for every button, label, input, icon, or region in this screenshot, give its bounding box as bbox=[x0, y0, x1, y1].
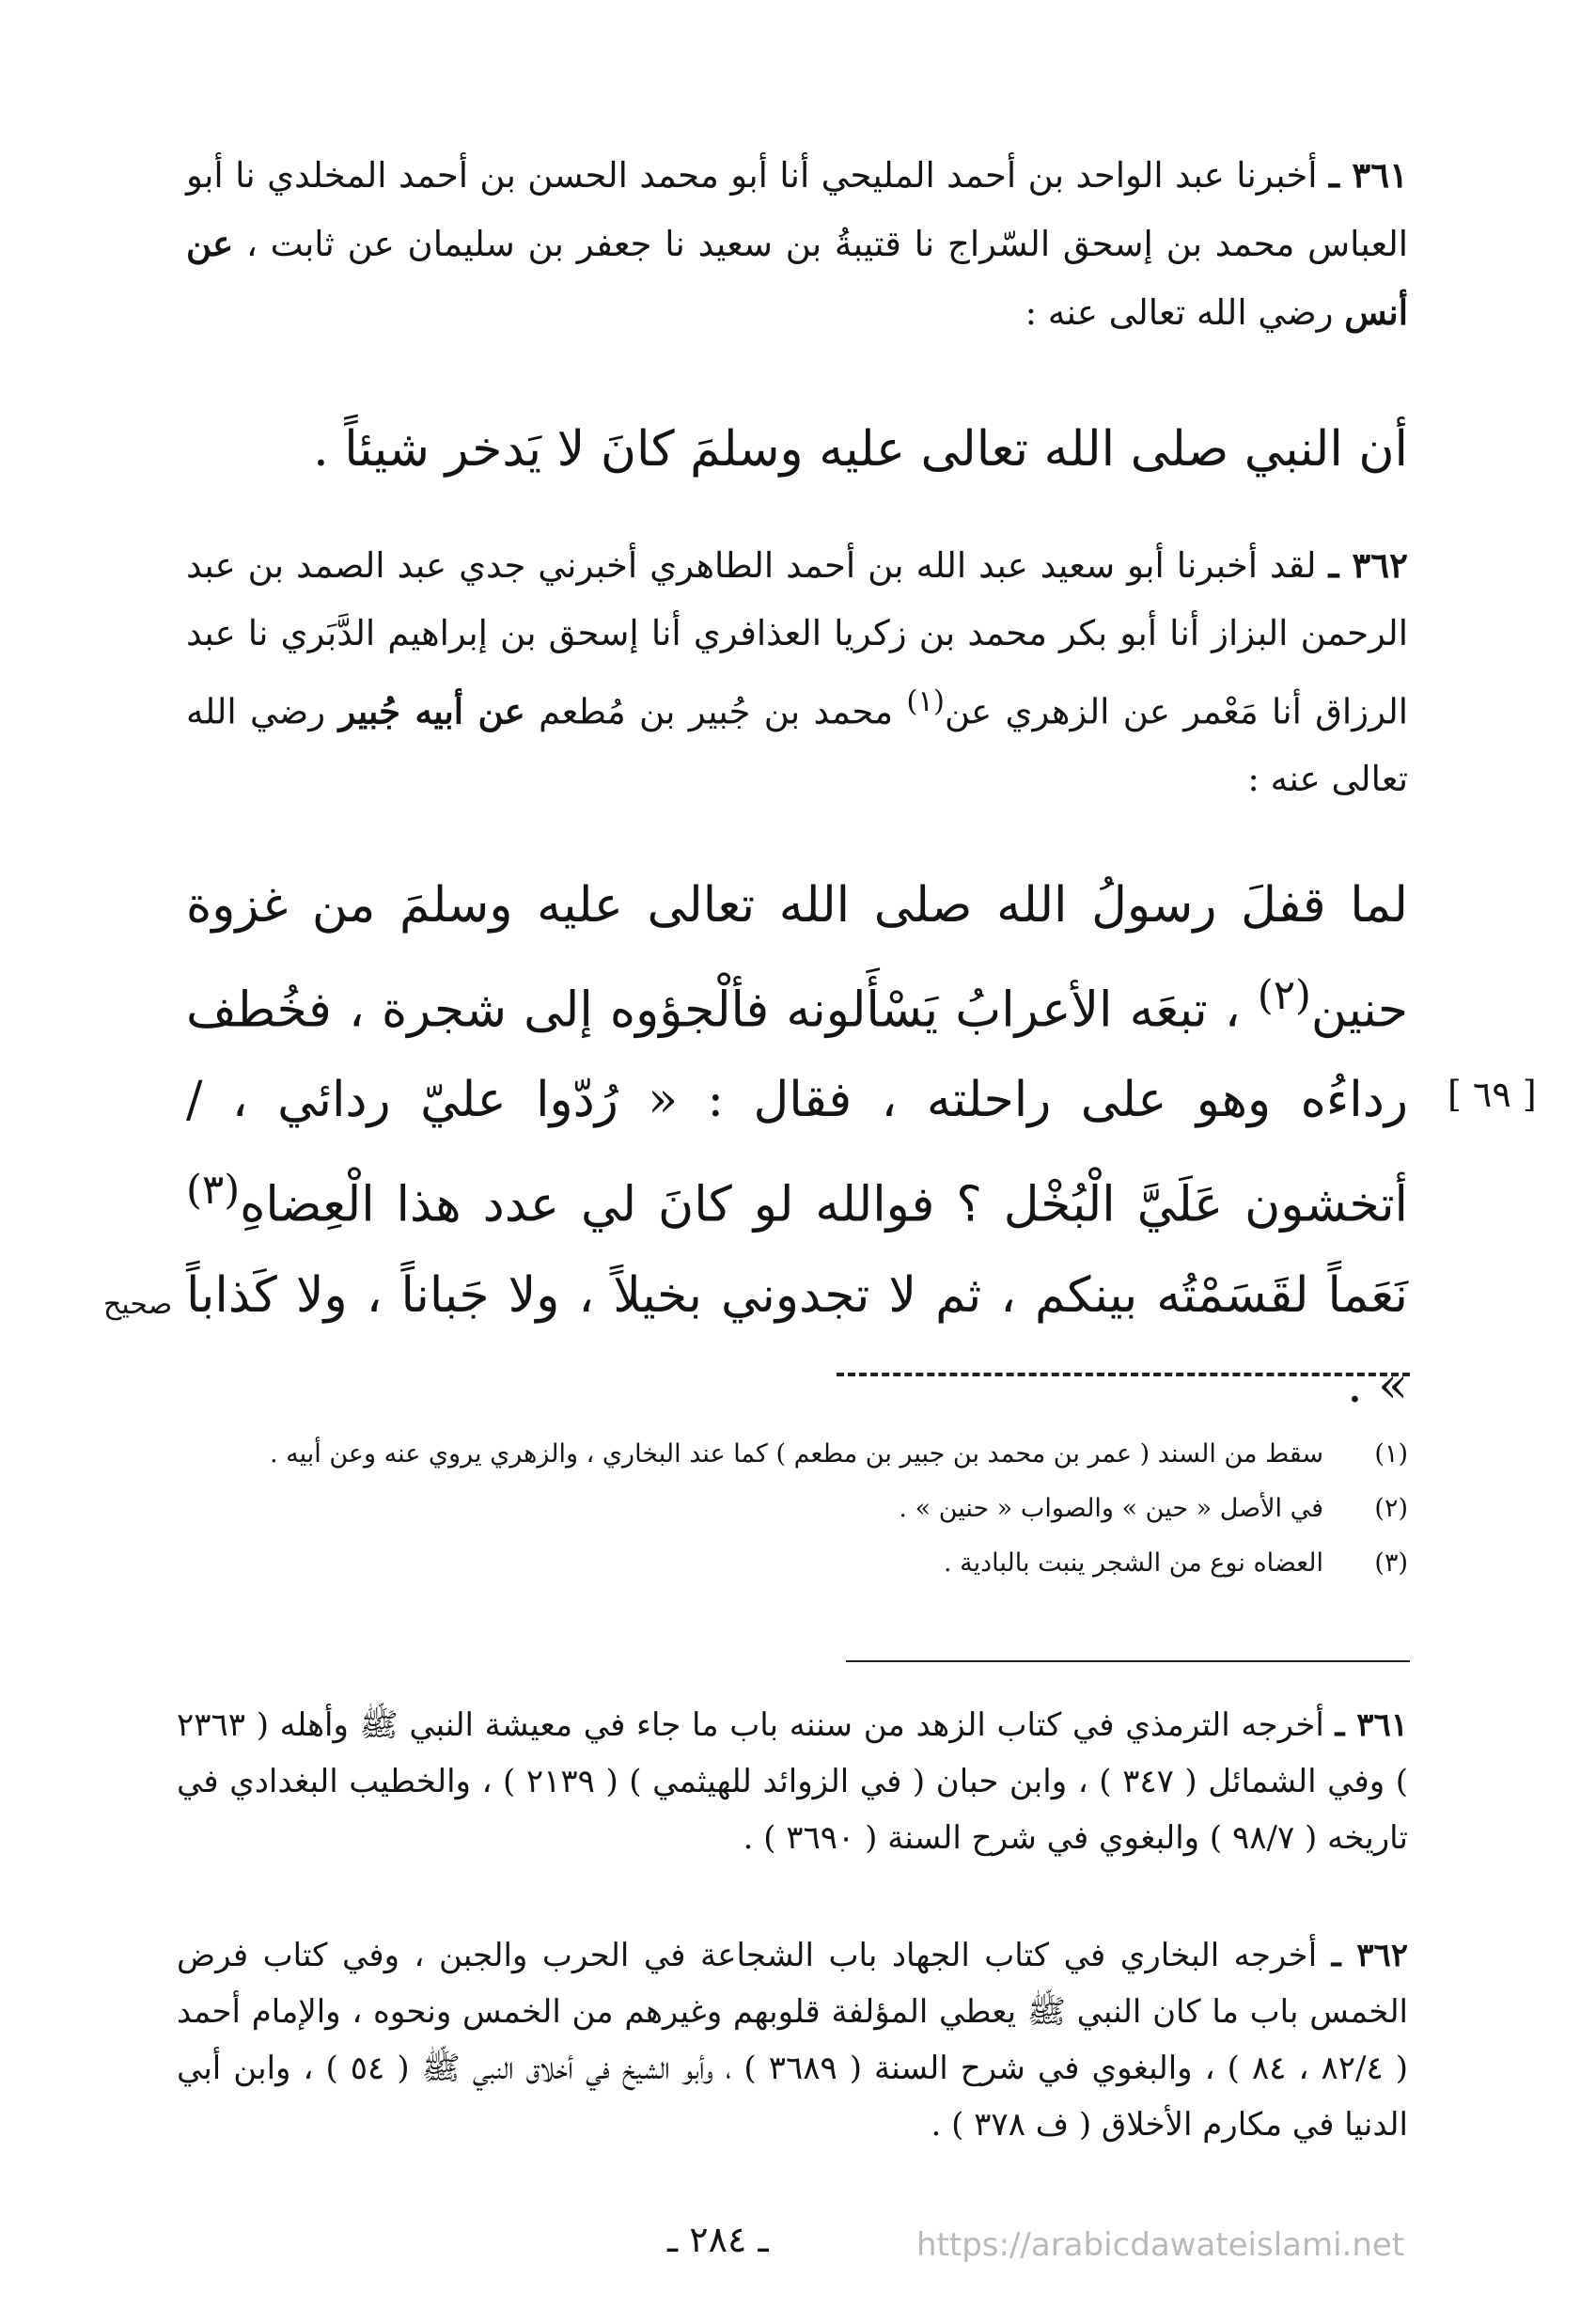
hadith-grade: صحيح bbox=[103, 1288, 173, 1321]
hadith-361-chain bbox=[186, 141, 1408, 347]
footnote-item bbox=[186, 1438, 1408, 1470]
hadith-361-isnad-end: رضي الله تعالى عنه : bbox=[1025, 292, 1334, 333]
footnote-text: سقط من السند ( عمر بن محمد بن جبير بن مطعم ) كما عند البخاري ، والزهري يروي عنه وعن أبيه . bbox=[269, 1439, 1323, 1469]
takhrij-text: أخرجه البخاري في كتاب الجهاد باب الشجاعة في الحرب والجبن ، وفي كتاب فرض الخمس باب ما كان النبي ﷺ يعطي المؤلفة قلوبهم وغيرهم من الخمس ونحوه ، والإمام أحمد ( ٨٢/٤ ، ٨٤ ) ، والبغوي في شرح السنة ( ٣٦٨٩ ) ، وأبو الشيخ في أخلاق النبي ﷺ ( ٥٤ ) ، وابن أبي الدنيا في مكارم الأخلاق ( ف ٣٧٨ ) . bbox=[177, 1937, 1409, 2144]
footnote-text: في الأصل « حين » والصواب « حنين » . bbox=[899, 1494, 1323, 1523]
margin-page-reference: [ ٦٩ ] bbox=[1447, 1074, 1537, 1115]
hadith-361-isnad: أخبرنا عبد الواحد بن أحمد المليحي أنا أبو محمد الحسن بن أحمد المخلدي نا أبو العباس محمد بن إسحق السّراج نا قتيبةُ بن سعيد نا جعفر بن سليمان عن ثابت ، bbox=[186, 155, 1408, 264]
takhrij-number: ٣٦١ ـ bbox=[1335, 1706, 1408, 1744]
hadith-362-matn-part-1: لما قفلَ رسولُ الله صلى الله تعالى عليه وسلمَ من غزوة حنين bbox=[186, 877, 1409, 1039]
footnote-item bbox=[186, 1493, 1408, 1525]
hadith-362-number: ٣٦٢ ـ bbox=[1328, 544, 1408, 586]
footnote-number: (٢) bbox=[1374, 1494, 1408, 1523]
footnote-ref-2: (٢) bbox=[1257, 972, 1311, 1019]
solid-separator bbox=[846, 1660, 1410, 1662]
takhrij-361 bbox=[177, 1697, 1408, 1866]
takhrij-number: ٣٦٢ ـ bbox=[1331, 1937, 1408, 1974]
hadith-362-narrator: عن أبيه جُبير bbox=[338, 690, 525, 732]
hadith-361-matn: أن النبي صلى الله تعالى عليه وسلمَ كانَ لا يَدخر شيئاً . bbox=[313, 421, 1408, 478]
hadith-362-isnad: لقد أخبرنا أبو سعيد عبد الله بن أحمد الطاهري أخبرني جدي عبد الصمد بن عبد الرحمن البزاز أنا أبو بكر محمد بن زكريا العذافري أنا إسحق بن إبراهيم الدَّبَري نا عبد الرزاق أنا مَعْمر عن الزهري عن bbox=[186, 545, 1409, 732]
hadith-362-matn bbox=[186, 860, 1408, 1431]
watermark-url: https://arabicdawateislami.net bbox=[916, 2226, 1405, 2264]
hadith-361-narrator: عن أنس bbox=[186, 223, 1408, 333]
footnotes bbox=[186, 1438, 1408, 1602]
hadith-361-number: ٣٦١ ـ bbox=[1328, 154, 1408, 196]
footnote-text: العضاه نوع من الشجر ينبت بالبادية . bbox=[943, 1548, 1323, 1578]
hadith-362-chain bbox=[186, 531, 1408, 813]
hadith-362-matn-part-2: ، تبعَه الأعرابُ يَسْأَلونه فألْجؤوه إلى شجرة ، فخُطف رداءُه وهو على راحلته ، فقال : « رُدّوا عليّ ردائي ، / أتخشون عَلَيَّ الْبُخْل ؟ فوالله لو كانَ لي عدد هذا الْعِضاهِ bbox=[186, 982, 1408, 1233]
footnote-number: (١) bbox=[1374, 1439, 1408, 1469]
takhrij-text: أخرجه الترمذي في كتاب الزهد من سننه باب ما جاء في معيشة النبي ﷺ وأهله ( ٢٣٦٣ ) وفي الشمائل ( ٣٤٧ ) ، وابن حبان ( في الزوائد للهيثمي ) ( ٢١٣٩ ) ، والخطيب البغدادي في تاريخه ( ٩٨/٧ ) والبغوي في شرح السنة ( ٣٦٩٠ ) . bbox=[177, 1706, 1409, 1857]
hadith-362-isnad-2: محمد بن جُبير بن مُطعم bbox=[539, 691, 894, 732]
takhrij-362 bbox=[177, 1927, 1408, 2153]
footnote-ref-1: (١) bbox=[906, 684, 945, 718]
footnote-number: (٣) bbox=[1374, 1548, 1408, 1578]
dashed-separator bbox=[837, 1373, 1410, 1376]
footnote-item bbox=[186, 1547, 1408, 1579]
page-number: ـ ٢٨٤ ـ bbox=[667, 2219, 769, 2260]
hadith-362-isnad-end: رضي الله تعالى عنه : bbox=[186, 691, 1408, 800]
hadith-362-matn-part-3: نَعَماً لقَسَمْتُه بينكم ، ثم لا تجدوني بخيلاً ، ولا جَباناً ، ولا كَذاباً » . bbox=[186, 1266, 1408, 1414]
footnote-ref-3: (٣) bbox=[186, 1167, 241, 1215]
